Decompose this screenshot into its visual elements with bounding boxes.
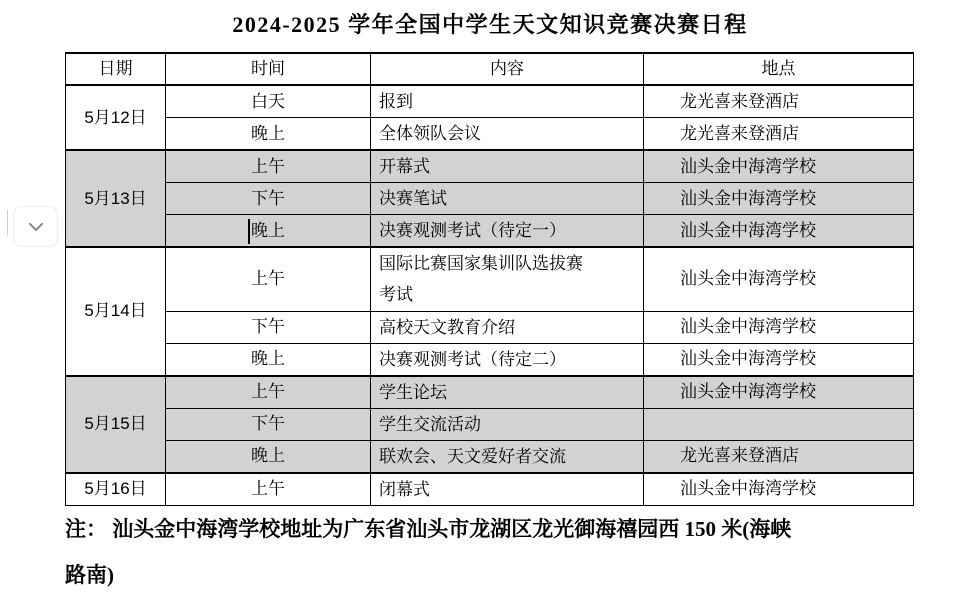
content-cell[interactable]: 学生交流活动	[371, 408, 644, 440]
location-cell[interactable]: 龙光喜来登酒店	[644, 85, 914, 118]
location-cell[interactable]: 汕头金中海湾学校	[644, 343, 914, 376]
location-cell[interactable]: 龙光喜来登酒店	[644, 440, 914, 473]
widget-divider	[7, 210, 8, 236]
time-cell[interactable]: 下午	[166, 408, 371, 440]
time-cell[interactable]: 晚上	[166, 440, 371, 473]
content-cell[interactable]: 学生论坛	[371, 376, 644, 409]
column-header-3: 内容	[371, 53, 644, 85]
content-cell[interactable]: 决赛观测考试（待定二）	[371, 343, 644, 376]
location-cell[interactable]: 汕头金中海湾学校	[644, 215, 914, 248]
time-cell[interactable]: 晚上	[166, 118, 371, 151]
time-cell[interactable]: 晚上	[166, 215, 371, 248]
time-cell[interactable]: 下午	[166, 311, 371, 343]
page-title[interactable]: 2024-2025 学年全国中学生天文知识竞赛决赛日程	[232, 12, 748, 37]
time-cell[interactable]: 上午	[166, 247, 371, 311]
footnote[interactable]	[65, 506, 915, 598]
location-cell[interactable]: 龙光喜来登酒店	[644, 118, 914, 151]
time-cell[interactable]: 白天	[166, 85, 371, 118]
time-cell[interactable]: 下午	[166, 183, 371, 215]
column-header-4: 地点	[644, 53, 914, 85]
column-header-2: 时间	[166, 53, 371, 85]
date-cell[interactable]: 5月13日	[66, 150, 166, 247]
location-cell[interactable]: 汕头金中海湾学校	[644, 311, 914, 343]
footnote-line-2[interactable]: 路南)	[65, 563, 114, 587]
footnote-line-1[interactable]: 注： 汕头金中海湾学校地址为广东省汕头市龙湖区龙光御海禧园西 150 米(海峡	[65, 517, 792, 541]
location-cell[interactable]: 汕头金中海湾学校	[644, 183, 914, 215]
location-cell[interactable]: 汕头金中海湾学校	[644, 376, 914, 409]
location-cell[interactable]: 汕头金中海湾学校	[644, 473, 914, 506]
content-cell[interactable]: 报到	[371, 85, 644, 118]
time-cell[interactable]: 上午	[166, 376, 371, 409]
column-header-1: 日期	[66, 53, 166, 85]
location-cell[interactable]	[644, 408, 914, 440]
date-cell[interactable]: 5月12日	[66, 85, 166, 150]
content-cell[interactable]: 决赛笔试	[371, 183, 644, 215]
content-cell[interactable]: 闭幕式	[371, 473, 644, 506]
collapse-button[interactable]	[13, 206, 58, 247]
time-cell[interactable]: 上午	[166, 473, 371, 506]
table-header-row	[66, 53, 914, 85]
content-cell[interactable]: 高校天文教育介绍	[371, 311, 644, 343]
location-cell[interactable]: 汕头金中海湾学校	[644, 150, 914, 183]
content-cell[interactable]: 开幕式	[371, 150, 644, 183]
text-cursor	[248, 219, 250, 244]
table-body	[66, 85, 914, 505]
schedule-table	[65, 52, 914, 506]
content-cell[interactable]: 国际比赛国家集训队选拔赛考试	[371, 247, 644, 311]
content-cell[interactable]: 决赛观测考试（待定一）	[371, 215, 644, 248]
time-cell[interactable]: 晚上	[166, 343, 371, 376]
time-cell[interactable]: 上午	[166, 150, 371, 183]
content-cell[interactable]: 联欢会、天文爱好者交流	[371, 440, 644, 473]
date-cell[interactable]: 5月14日	[66, 247, 166, 376]
chevron-down-icon	[27, 221, 45, 233]
location-cell[interactable]: 汕头金中海湾学校	[644, 247, 914, 311]
date-cell[interactable]: 5月16日	[66, 473, 166, 506]
date-cell[interactable]: 5月15日	[66, 376, 166, 473]
content-cell[interactable]: 全体领队会议	[371, 118, 644, 151]
